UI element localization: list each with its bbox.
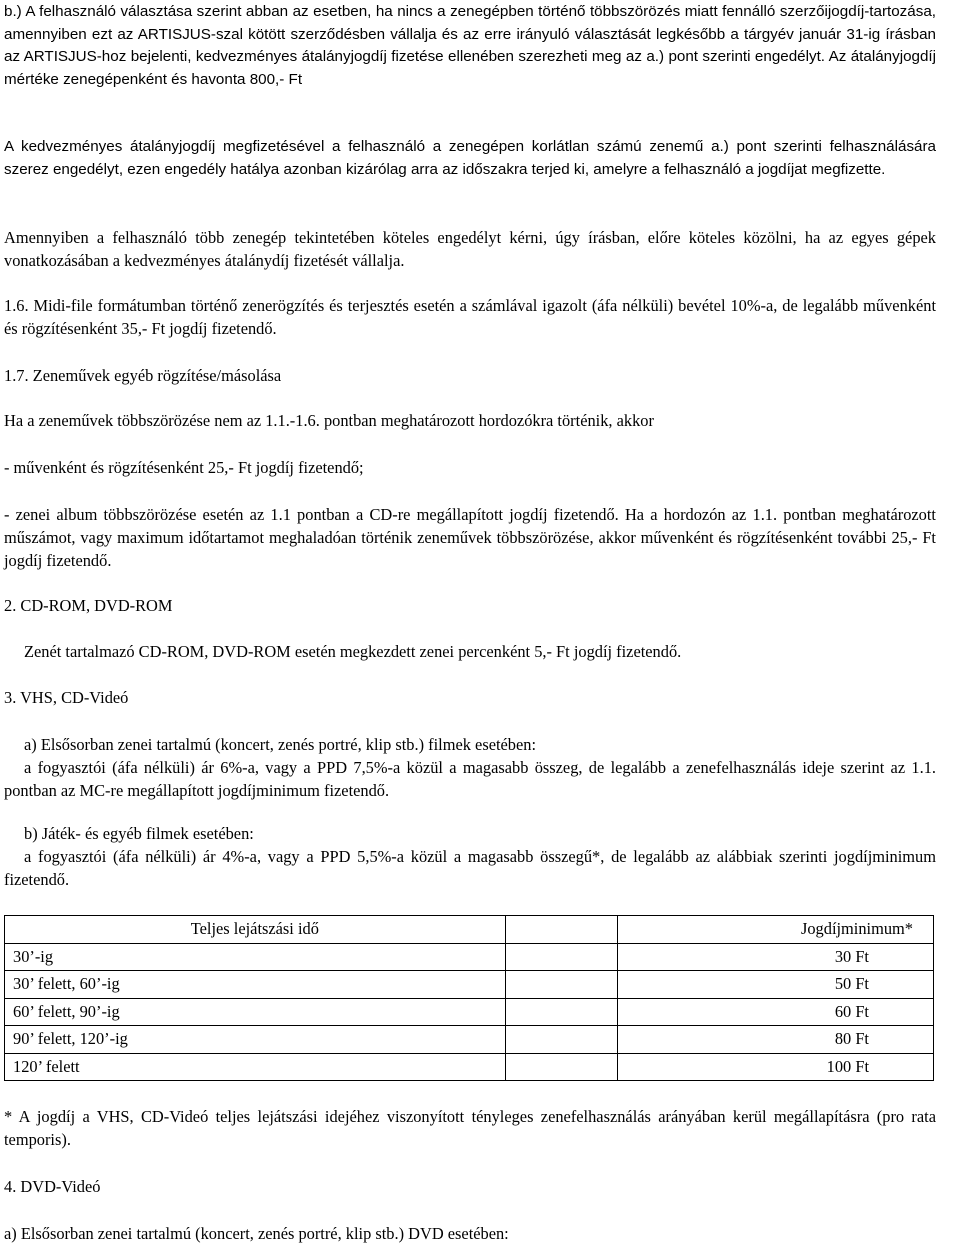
row-time: 60’ felett, 90’-ig bbox=[5, 998, 506, 1026]
row-fee: 50 Ft bbox=[618, 971, 934, 999]
paragraph-multiple-machines: Amennyiben a felhasználó több zenegép tekintetében köteles engedélyt kérni, úgy írásban, előre köteles közölni, ha az egyes gépek vonatkozásában a kedvezményes átalánydíj fizetését vállalja. bbox=[4, 228, 936, 270]
paragraph-game-films-fee: a fogyasztói (áfa nélküli) ár 4%-a, vagy a PPD 5,5%-a közül a magasabb összegű*, de legalább az alábbiak szerinti jogdíjminimum fizetendő. bbox=[4, 847, 936, 889]
row-time: 30’-ig bbox=[5, 943, 506, 971]
table-row bbox=[5, 998, 934, 1026]
table-row bbox=[5, 943, 934, 971]
paragraph-music-films-fee: a fogyasztói (áfa nélküli) ár 6%-a, vagy a PPD 7,5%-a közül a magasabb összeg, de legalább a zenefelhasználás ideje szerint az 1.1. pontban az MC-re megállapított jogdíjminimum fizetendő. bbox=[4, 758, 936, 800]
table-header-row bbox=[5, 916, 934, 944]
row-fee: 80 Ft bbox=[618, 1026, 934, 1054]
paragraph-midi-file: 1.6. Midi-file formátumban történő zenerögzítés és terjesztés esetén a számlával igazolt (áfa nélküli) bevétel 10%-a, de legalább művenként és rögzítésenként 35,- Ft jogdíj fizetendő. bbox=[4, 296, 936, 338]
paragraph-b-flat-fee: b.) A felhasználó választása szerint abban az esetben, ha nincs a zenegépben történő többszörözés miatt fennálló szerzőijogdíj-tartozása, amennyiben ezt az ARTISJUS-szal kötött szerződésben vállalja és az erre irányuló választását legkésőbb a tárgyév január 31-ig írásban az ARTISJUS-hoz bejelenti, kedvezményes átalányjogdíj fizetése ellenében szerezheti meg az a.) pont szerinti engedélyt. Az átalányjogdíj mértéke zenegépenként és havonta 800,- Ft bbox=[4, 3, 936, 88]
paragraph-dvd-music: a) Elsősorban zenei tartalmú (koncert, zenés portré, klip stb.) DVD esetében: bbox=[4, 1224, 509, 1243]
row-fee: 100 Ft bbox=[618, 1053, 934, 1081]
header-playback-time: Teljes lejátszási idő bbox=[5, 916, 506, 944]
footnote-pro-rata: * A jogdíj a VHS, CD-Videó teljes lejátszási idejéhez viszonyított tényleges zenefelhasználás arányában kerül megállapításra (pro rata temporis). bbox=[4, 1107, 936, 1149]
section-heading-1-7: 1.7. Zeneművek egyéb rögzítése/másolása bbox=[4, 366, 282, 385]
paragraph-cdrom-fee: Zenét tartalmazó CD-ROM, DVD-ROM esetén megkezdett zenei percenként 5,- Ft jogdíj fizetendő. bbox=[24, 642, 682, 661]
section-heading-4: 4. DVD-Videó bbox=[4, 1177, 101, 1196]
paragraph-album-fee: - zenei album többszörözése esetén az 1.1 pontban a CD-re megállapított jogdíj fizetendő. Ha a hordozón az 1.1. pontban meghatározott műszámot, vagy maximum időtartamot meghaladóan történik zeneművek többszörözése, akkor művenként és rögzítésenként további 25,- Ft jogdíj fizetendő. bbox=[4, 505, 936, 570]
paragraph-music-films-heading: a) Elsősorban zenei tartalmú (koncert, zenés portré, klip stb.) filmek esetében: bbox=[24, 735, 537, 754]
table-row bbox=[5, 971, 934, 999]
section-heading-2: 2. CD-ROM, DVD-ROM bbox=[4, 596, 173, 615]
paragraph-other-media: Ha a zeneművek többszörözése nem az 1.1.-1.6. pontban meghatározott hordozókra történik, akkor bbox=[4, 411, 654, 430]
minimum-fee-table bbox=[4, 915, 934, 1081]
header-minimum-fee: Jogdíjminimum* bbox=[618, 916, 934, 944]
paragraph-per-work-fee: - művenként és rögzítésenként 25,- Ft jogdíj fizetendő; bbox=[4, 458, 364, 477]
row-time: 120’ felett bbox=[5, 1053, 506, 1081]
table-row bbox=[5, 1053, 934, 1081]
section-heading-3: 3. VHS, CD-Videó bbox=[4, 688, 129, 707]
paragraph-game-films-heading: b) Játék- és egyéb filmek esetében: bbox=[24, 824, 254, 843]
table-row bbox=[5, 1026, 934, 1054]
paragraph-flat-fee-effect: A kedvezményes átalányjogdíj megfizetésével a felhasználó a zenegépen korlátlan számú zenemű a.) pont szerinti felhasználására szerez engedélyt, ezen engedély hatálya azonban kizárólag arra az időszakra terjed ki, amelyre a felhasználó a jogdíjat megfizette. bbox=[4, 138, 936, 178]
row-fee: 60 Ft bbox=[618, 998, 934, 1026]
row-time: 30’ felett, 60’-ig bbox=[5, 971, 506, 999]
row-time: 90’ felett, 120’-ig bbox=[5, 1026, 506, 1054]
row-fee: 30 Ft bbox=[618, 943, 934, 971]
